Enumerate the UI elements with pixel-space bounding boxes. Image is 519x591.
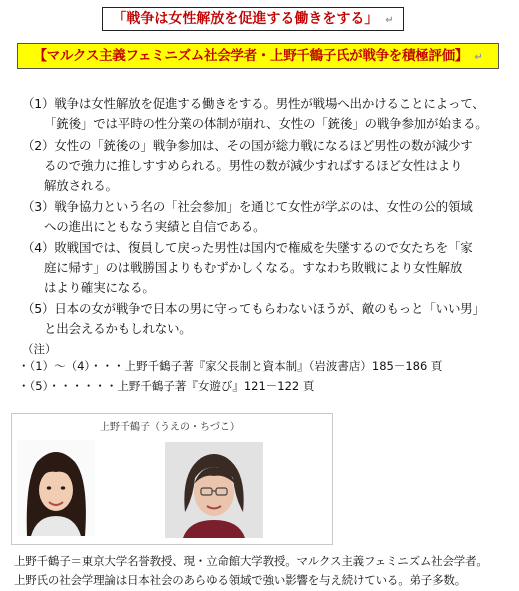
document-title-text: 「戦争は女性解放を促進する働きをする」 (112, 11, 379, 27)
bio-line-2: 上野氏の社会学理論は日本社会のあらゆる領域で強い影響を与え続けている。弟子多数。 (14, 573, 466, 587)
document-title (102, 7, 404, 31)
item-5-line-1: （5）日本の女が戦争で日本の男に守ってもらわないほうが、敵のもっと「いい男」 (22, 301, 485, 316)
paragraph-mark: ↵ (385, 15, 394, 26)
portrait-current-illustration (165, 442, 263, 538)
notes-heading: （注） (22, 342, 57, 356)
item-3-line-2: への進出にともなう実績と自信である。 (44, 219, 266, 234)
item-1-line-1: （1）戦争は女性解放を促進する働きをする。男性が戦場へ出かけることによって、 (22, 96, 485, 111)
note-1: ・（1）～（4）・・・上野千鶴子著『家父長制と資本制』（岩波書店）185－186 頁 (18, 359, 443, 373)
photo-caption: 上野千鶴子（うえの・ちづこ） (100, 422, 240, 433)
item-2-line-3: 解放される。 (44, 178, 118, 193)
document-subtitle-text: 【マルクス主義フェミニズム社会学者・上野千鶴子氏が戦争を積極評価】 (33, 48, 469, 64)
item-2-line-2: るので強力に推しすすめられる。男性の数が減少すればするほど女性はより (44, 158, 463, 173)
item-2-line-1: （2）女性の「銃後の」戦争参加は、その国が総力戦になるほど男性の数が減少す (22, 138, 473, 153)
note-2: ・（5）・・・・・・上野千鶴子著『女遊び』121－122 頁 (18, 379, 315, 393)
paragraph-mark: ↵ (474, 52, 483, 63)
document-subtitle (17, 43, 499, 69)
portrait-young-illustration (17, 440, 95, 536)
bio-line-1: 上野千鶴子＝東京大学名誉教授、現・立命館大学教授。マルクス主義フェミニズム社会学者。 (14, 554, 488, 568)
item-4-line-1: （4）敗戦国では、復員して戻った男性は国内で権威を失墜するので女たちを「家 (22, 240, 473, 255)
portrait-young-photo (17, 440, 95, 536)
item-4-line-2: 庭に帰す」のは戦勝国よりもむずかしくなる。すなわち敗戦により女性解放 (44, 260, 463, 275)
item-5-line-2: と出会えるかもしれない。 (44, 321, 192, 336)
item-1-line-2: 「銃後」では平時の性分業の体制が崩れ、女性の「銃後」の戦争参加が始まる。 (44, 116, 488, 131)
item-4-line-3: はより確実になる。 (44, 280, 155, 295)
item-3-line-1: （3）戦争協力という名の「社会参加」を通じて女性が学ぶのは、女性の公的領域 (22, 199, 473, 214)
portrait-current-photo (165, 442, 263, 538)
